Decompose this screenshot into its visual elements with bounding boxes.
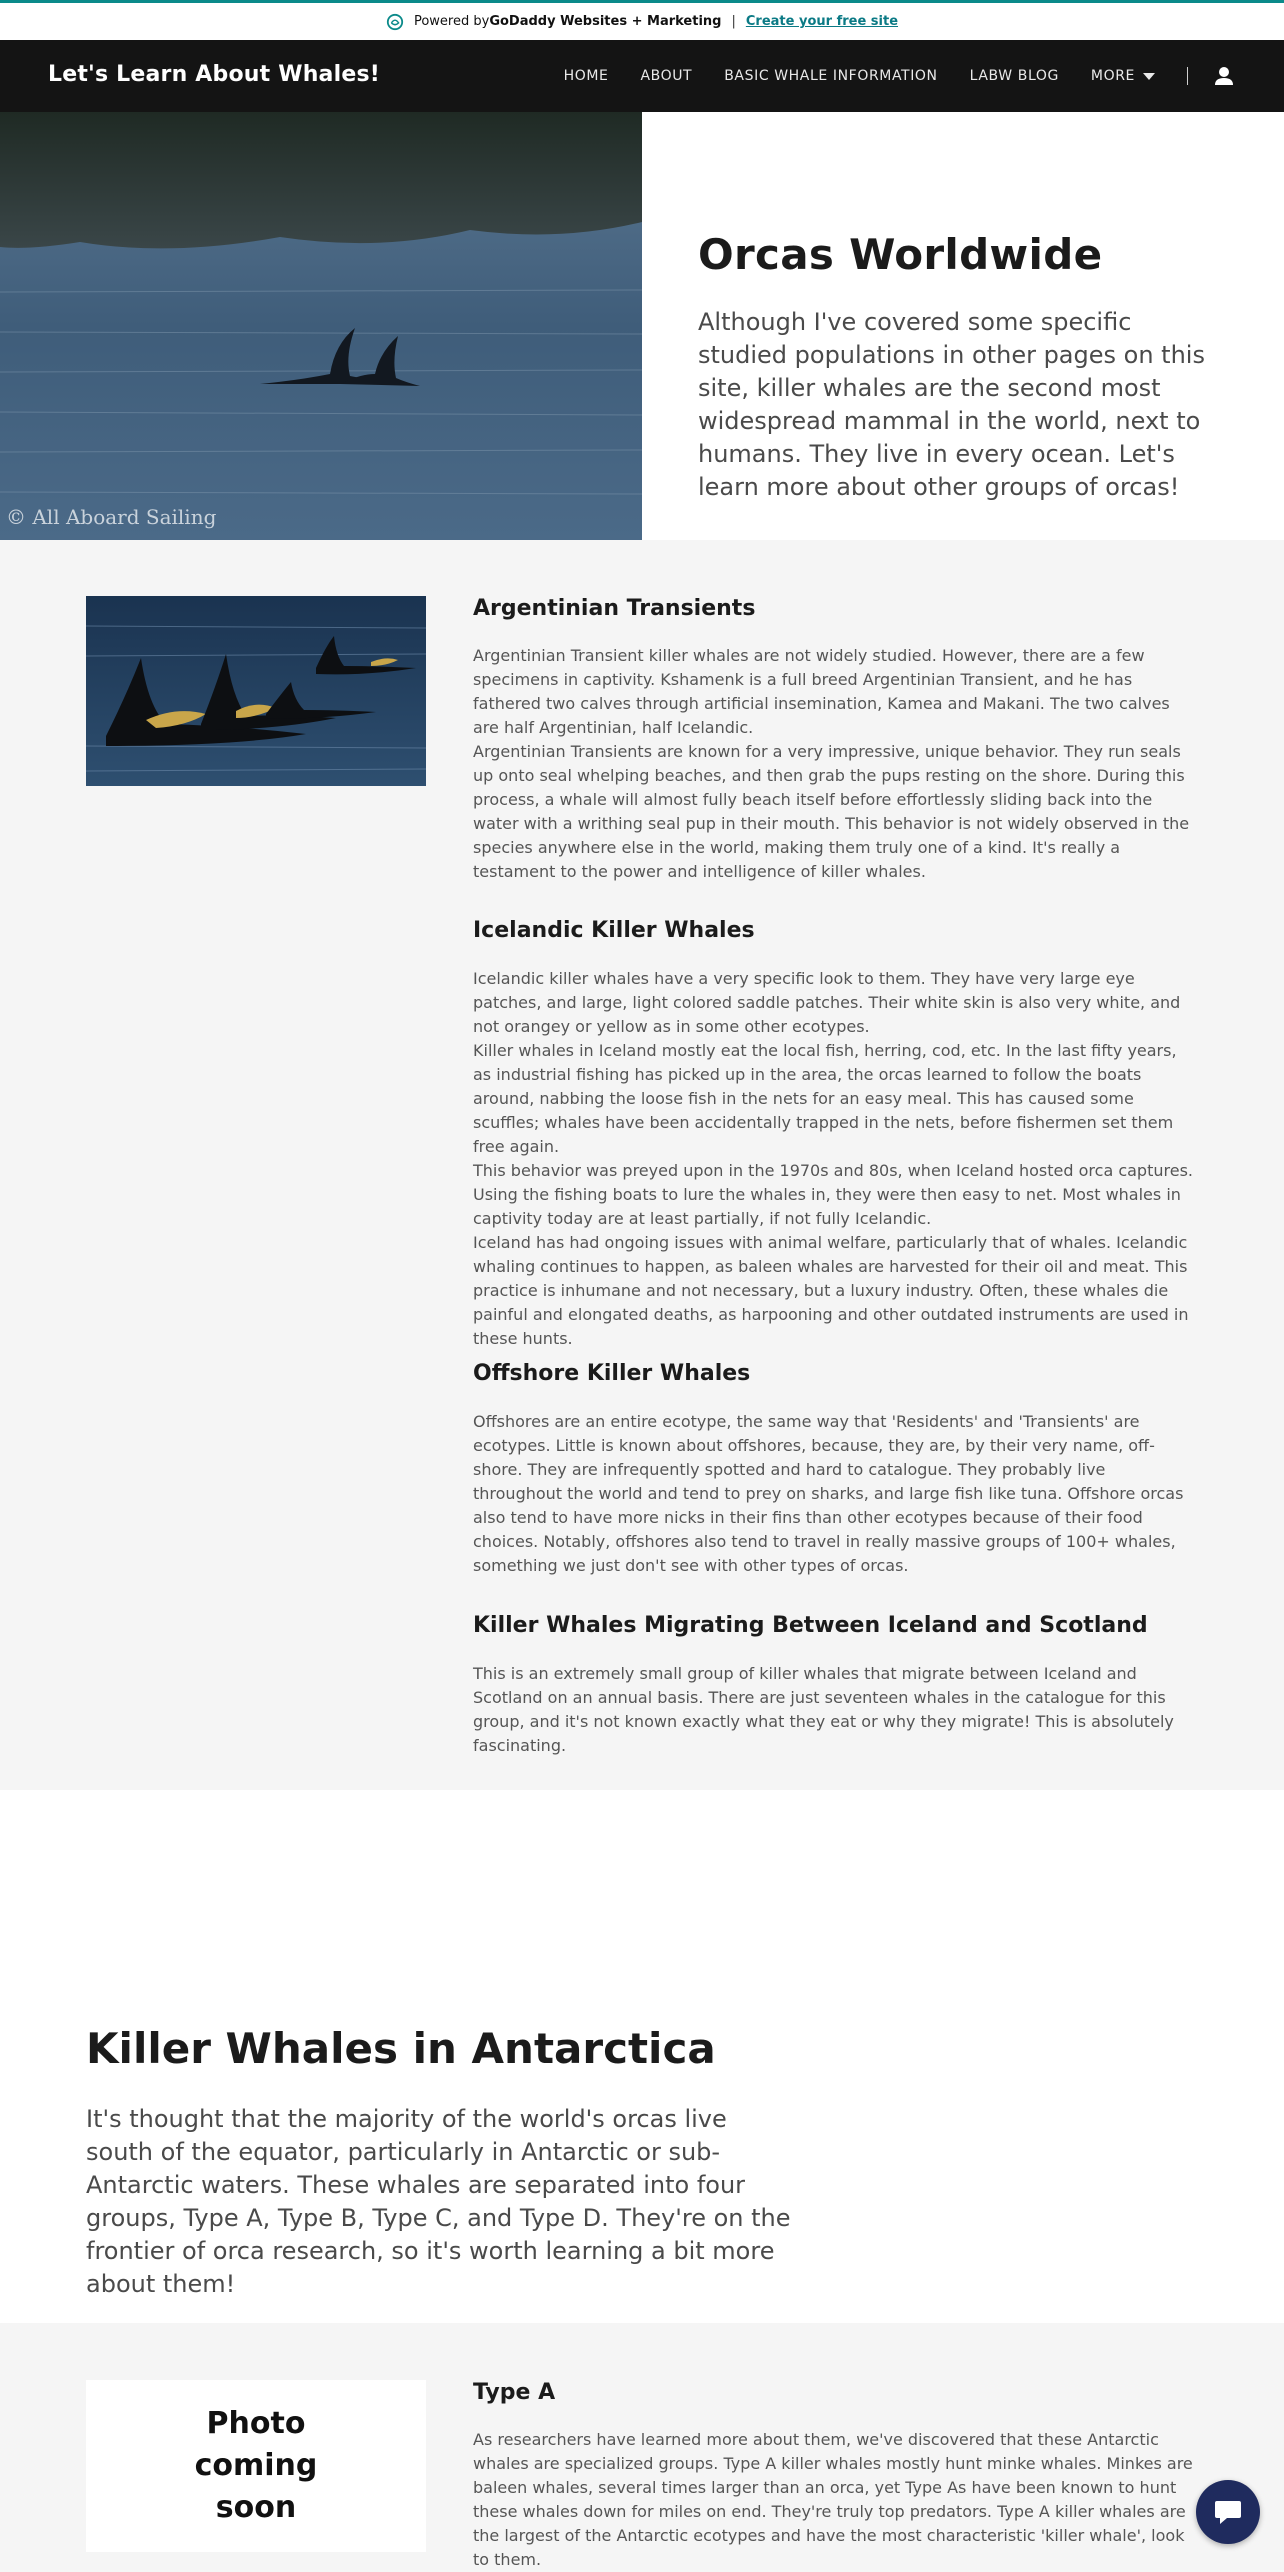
chat-button[interactable]	[1196, 2480, 1260, 2544]
chevron-down-icon	[1143, 73, 1155, 80]
hero-text: Although I've covered some specific studied populations in other pages on this site, killer whales are the second most widespread mammal in the world, next to humans. They live in every ocean. Let's learn more about other groups of orcas!	[698, 308, 1205, 501]
promo-brand: GoDaddy Websites + Marketing	[489, 14, 722, 29]
heading-type-a: Type A	[473, 2380, 556, 2405]
migrating-paragraph-1: This is an extremely small group of killer whales that migrate between Iceland and Scotland on an annual basis. There are just seventeen whales in the catalogue for this group, and it's not known exactly what they eat or why they migrate! This is absolutely fascinating.	[473, 1664, 1174, 1755]
argentinian-body	[473, 644, 1198, 884]
antarctica-text: It's thought that the majority of the world's orcas live south of the equator, particularly in Antarctic or sub-Antarctic waters. These whales are separated into four groups, Type A, Type B, Type C, and Type D. They're on the frontier of orca research, so it's worth learning a bit more about them!	[86, 2105, 791, 2298]
orca-pod-photo	[86, 596, 426, 786]
promo-bar	[0, 0, 1284, 40]
heading-argentinian-transients: Argentinian Transients	[473, 596, 756, 621]
nav-item-more[interactable]	[1091, 68, 1155, 84]
antarctica-title: Killer Whales in Antarctica	[86, 2024, 716, 2073]
photo-watermark: © All Aboard Sailing	[6, 505, 217, 529]
placeholder-line-1: Photo	[206, 2406, 306, 2441]
create-free-site-link[interactable]: Create your free site	[745, 14, 899, 29]
migrating-body	[473, 1662, 1198, 1758]
promo-separator: |	[731, 14, 736, 29]
nav-item-basic-whale-information[interactable]: BASIC WHALE INFORMATION	[724, 68, 938, 84]
icelandic-paragraph-2: Killer whales in Iceland mostly eat the local fish, herring, cod, etc. In the last fifty years, as industrial fishing has picked up in the area, the orcas learned to follow the boats around, nabbing the loose fish in the nets for an easy meal. This has caused some scuffles; whales have been accidentally trapped in the nets, before fishermen set them free again.	[473, 1041, 1177, 1156]
hero-title: Orcas Worldwide	[698, 230, 1103, 279]
main-nav	[0, 40, 1284, 112]
argentinian-paragraph-1: Argentinian Transient killer whales are not widely studied. However, there are a few specimens in captivity. Kshamenk is a full breed Argentinian Transient, and he has fathered two calves through artificial insemination, Kamea and Makani. The two calves are half Argentinian, half Icelandic.	[473, 646, 1170, 737]
icelandic-paragraph-1: Icelandic killer whales have a very specific look to them. They have very large eye patches, and large, light colored saddle patches. Their white skin is also very white, and not orangey or yellow as in some other ecotypes.	[473, 969, 1181, 1036]
promo-prefix: Powered by	[413, 14, 490, 29]
offshore-paragraph-1: Offshores are an entire ecotype, the same way that 'Residents' and 'Transients' are ecotypes. Little is known about offshores, because, they are, by their very name, off-shore. They are infrequently spotted and hard to catalogue. They probably live throughout the world and tend to prey on sharks, and large fish like tuna. Offshore orcas also tend to have more nicks in their fins than other ecotypes because of their food choices. Notably, offshores also tend to travel in really massive groups of 100+ whales, something we just don't see with other types of orcas.	[473, 1412, 1184, 1575]
nav-menu	[564, 40, 1284, 112]
chat-bubble-icon	[1213, 2498, 1243, 2526]
nav-item-about[interactable]: ABOUT	[640, 68, 693, 84]
icelandic-body	[473, 967, 1198, 1351]
nav-divider	[1187, 67, 1188, 85]
hero-image	[0, 112, 642, 540]
argentinian-paragraph-2: Argentinian Transients are known for a very impressive, unique behavior. They run seals up onto seal whelping beaches, and then grab the pups resting on the shore. During this process, a whale will almost fully beach itself before effortlessly sliding back into the water with a writhing seal pup in their mouth. This behavior is not widely observed in the species anywhere else in the world, making them truly one of a kind. It's really a testament to the power and intelligence of killer whales.	[473, 742, 1190, 881]
orca-sea-photo	[0, 112, 642, 540]
nav-item-home[interactable]: HOME	[563, 68, 609, 84]
nav-item-labw-blog[interactable]: LABW BLOG	[969, 68, 1059, 84]
heading-migrating-iceland-scotland: Killer Whales Migrating Between Iceland and Scotland	[473, 1613, 1148, 1638]
icelandic-paragraph-4: Iceland has had ongoing issues with animal welfare, particularly that of whales. Icelandic whaling continues to happen, as baleen whales are harvested for their oil and meat. This practice is inhumane and not necessary, but a luxury industry. Often, these whales die painful and elongated deaths, as harpooning and other outdated instruments are used in these hunts.	[473, 1233, 1189, 1348]
icelandic-paragraph-3: This behavior was preyed upon in the 1970s and 80s, when Iceland hosted orca captures. Using the fishing boats to lure the whales in, they were then easy to net. Most whales in captivity today are at least partially, if not fully Icelandic.	[473, 1161, 1193, 1228]
user-account-icon[interactable]	[1212, 64, 1236, 88]
photo-coming-soon-placeholder	[86, 2380, 426, 2552]
type-a-body	[473, 2428, 1198, 2572]
heading-offshore-killer-whales: Offshore Killer Whales	[473, 1361, 751, 1386]
argentinian-orcas-image	[86, 596, 426, 786]
placeholder-line-3: soon	[215, 2490, 297, 2525]
godaddy-logo-icon	[386, 13, 404, 31]
offshore-body	[473, 1410, 1198, 1578]
nav-more-label: MORE	[1090, 68, 1135, 84]
placeholder-line-2: coming	[194, 2448, 318, 2483]
site-title[interactable]: Let's Learn About Whales!	[48, 62, 380, 87]
type-a-paragraph-1: As researchers have learned more about them, we've discovered that these Antarctic whales are specialized groups. Type A killer whales mostly hunt minke whales. Minkes are baleen whales, several times larger than an orca, yet Type As have been known to hunt these whales down for miles on end. They're truly top predators. Type A killer whales are the largest of the Antarctic ecotypes and have the most characteristic 'killer whale', look to them.	[473, 2430, 1193, 2569]
heading-icelandic-killer-whales: Icelandic Killer Whales	[473, 918, 755, 943]
